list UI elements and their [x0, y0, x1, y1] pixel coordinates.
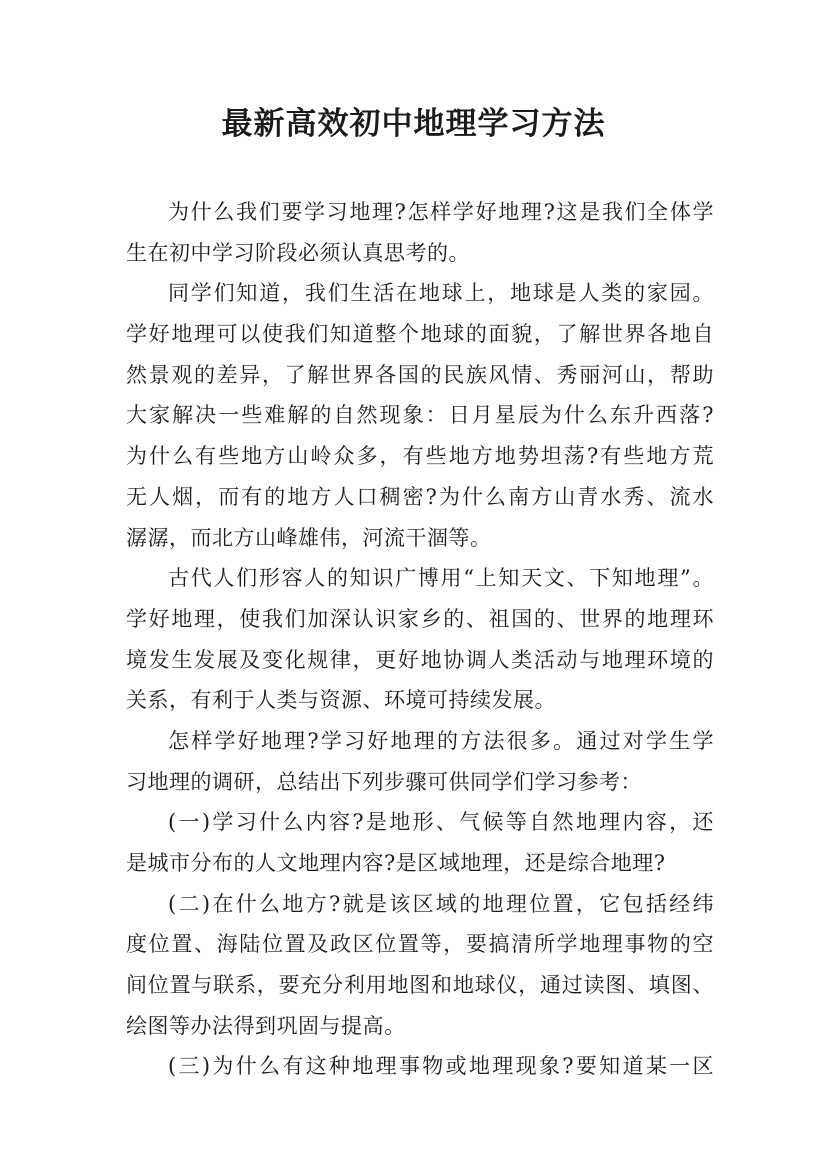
paragraph-line: 关系，有利于人类与资源、环境可持续发展。 — [126, 688, 556, 713]
paragraph-line: 无人烟，而有的地方人口稠密?为什么南方山青水秀、流水 — [126, 484, 714, 509]
paragraph — [126, 884, 714, 1047]
paragraph — [126, 802, 714, 883]
paragraph-line: 是城市分布的人文地理内容?是区域地理，还是综合地理? — [126, 851, 666, 875]
document-title: 最新高效初中地理学习方法 — [221, 106, 606, 142]
paragraph-line: (一)学习什么内容?是地形、气候等自然地理内容，还 — [168, 810, 714, 835]
paragraph-line: 怎样学好地理?学习好地理的方法很多。通过对学生学 — [168, 728, 714, 753]
paragraph — [126, 273, 714, 558]
paragraph — [126, 1046, 714, 1087]
paragraph — [126, 192, 714, 273]
paragraph — [126, 721, 714, 802]
paragraph-line: 学好地理，使我们加深认识家乡的、祖国的、世界的地理环 — [126, 606, 714, 631]
paragraph-line: 为什么有些地方山岭众多，有些地方地势坦荡?有些地方荒 — [126, 444, 714, 469]
paragraph-line: 同学们知道，我们生活在地球上，地球是人类的家园。 — [168, 281, 714, 306]
document-body — [126, 192, 714, 1087]
paragraph-line: 生在初中学习阶段必须认真思考的。 — [126, 240, 470, 265]
paragraph-line: 习地理的调研，总结出下列步骤可供同学们学习参考： — [126, 769, 642, 794]
paragraph-line: 度位置、海陆位置及政区位置等，要搞清所学地理事物的空 — [126, 932, 714, 957]
paragraph-line: 学好地理可以使我们知道整个地球的面貌，了解世界各地自 — [126, 322, 714, 347]
paragraph — [126, 558, 714, 721]
paragraph-line: (三)为什么有这种地理事物或地理现象?要知道某一区 — [168, 1054, 714, 1079]
paragraph-line: 潺潺，而北方山峰雄伟，河流干涸等。 — [126, 525, 492, 550]
paragraph-line: 间位置与联系，要充分利用地图和地球仪，通过读图、填图、 — [126, 973, 714, 998]
paragraph-line: 绘图等办法得到巩固与提高。 — [126, 1013, 406, 1038]
paragraph-line: 大家解决一些难解的自然现象：日月星辰为什么东升西落? — [126, 403, 714, 428]
paragraph-line: (二)在什么地方?就是该区域的地理位置，它包括经纬 — [168, 891, 714, 916]
paragraph-line: 然景观的差异，了解世界各国的民族风情、秀丽河山，帮助 — [126, 362, 714, 387]
paragraph-line: 境发生发展及变化规律，更好地协调人类活动与地理环境的 — [126, 647, 714, 672]
paragraph-line: 为什么我们要学习地理?怎样学好地理?这是我们全体学 — [168, 200, 714, 224]
paragraph-line: 古代人们形容人的知识广博用“上知天文、下知地理”。 — [168, 566, 714, 591]
